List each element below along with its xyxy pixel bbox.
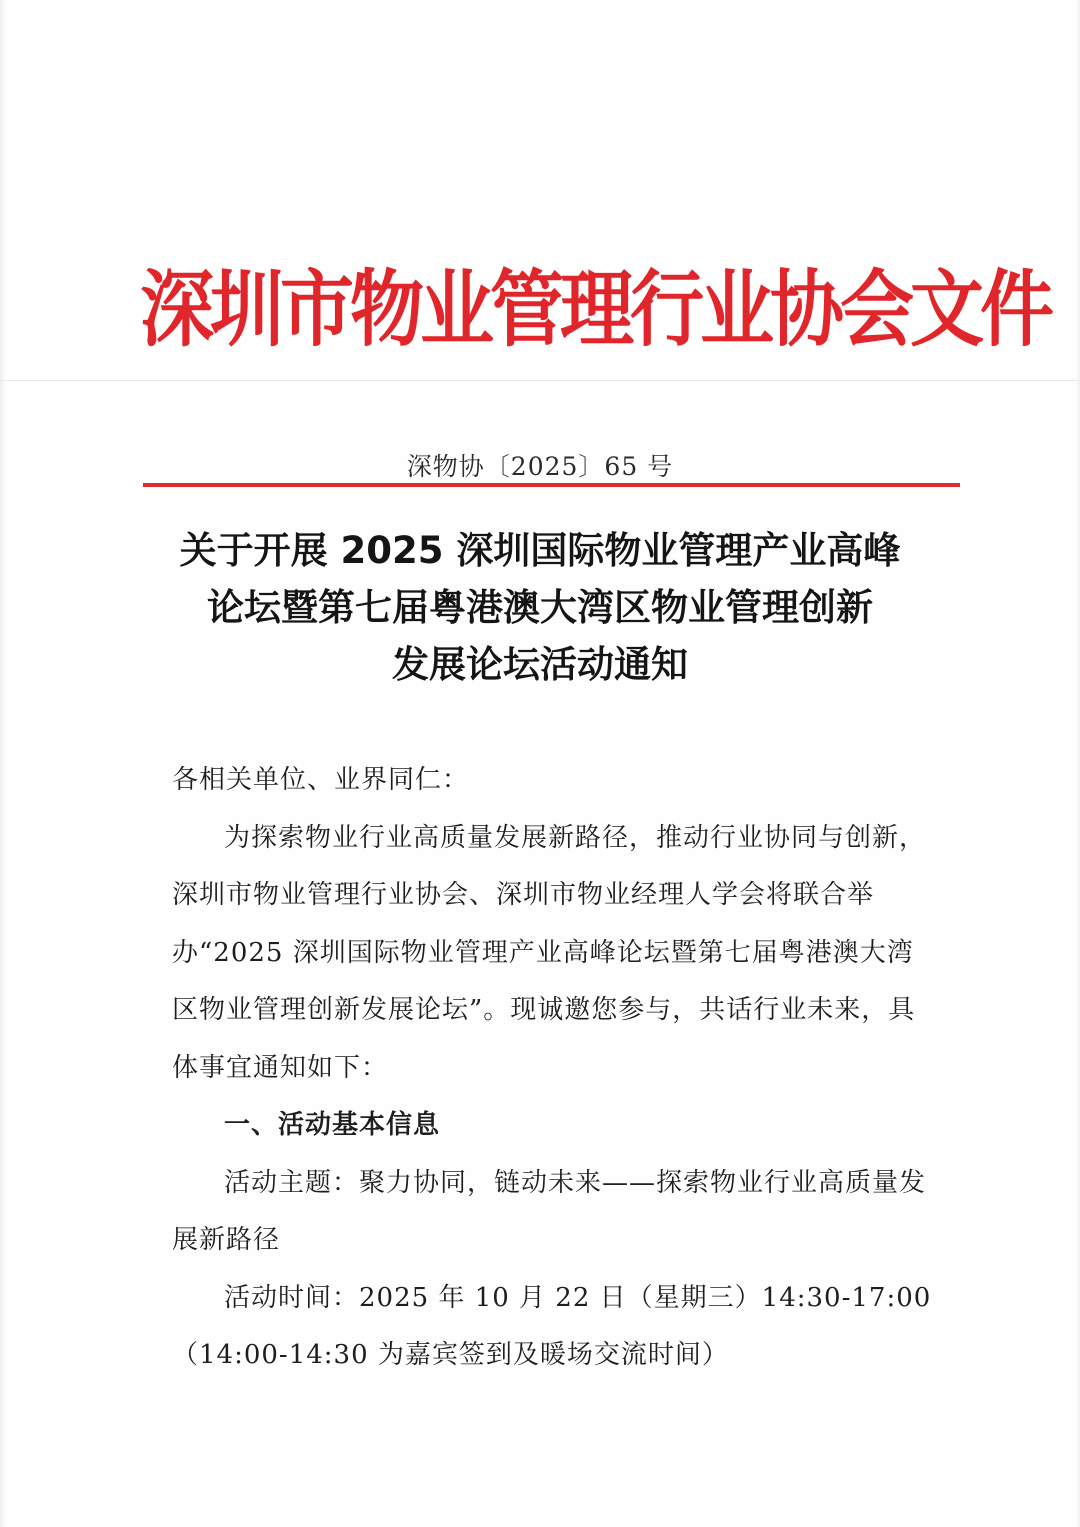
document-number: 深物协〔2025〕65 号: [406, 452, 674, 481]
activity-time: 活动时间：2025 年 10 月 22 日（星期三）14:30-17:00（14:00-14:30 为嘉宾签到及暖场交流时间）: [172, 1282, 932, 1370]
section-heading: 一、活动基本信息: [224, 1110, 441, 1140]
org-header-title: 深圳市物业管理行业协会文件: [140, 261, 1050, 359]
notice-title: [150, 522, 930, 693]
salutation: 各相关单位、业界同仁：: [172, 765, 470, 795]
intro-paragraph: 为探索物业行业高质量发展新路径，推动行业协同与创新，深圳市物业管理行业协会、深圳市物业经理人学会将联合举办“2025 深圳国际物业管理产业高峰论坛暨第七届粤港澳大湾区物业管理创新发展论坛”。现诚邀您参与，共话行业未来，具体事宜通知如下：: [172, 822, 927, 1083]
red-divider-rule: [143, 483, 960, 487]
fold-line: [0, 380, 1080, 381]
notice-title-line: 发展论坛活动通知: [392, 643, 688, 686]
notice-body: [172, 752, 932, 1385]
notice-title-line: 论坛暨第七届粤港澳大湾区物业管理创新: [207, 586, 873, 629]
activity-theme: 活动主题：聚力协同，链动未来——探索物业行业高质量发展新路径: [172, 1167, 927, 1255]
notice-title-line: 关于开展 2025 深圳国际物业管理产业高峰: [179, 529, 901, 572]
page-edge-left: [0, 0, 6, 1527]
page-edge-right: [1076, 0, 1080, 1527]
